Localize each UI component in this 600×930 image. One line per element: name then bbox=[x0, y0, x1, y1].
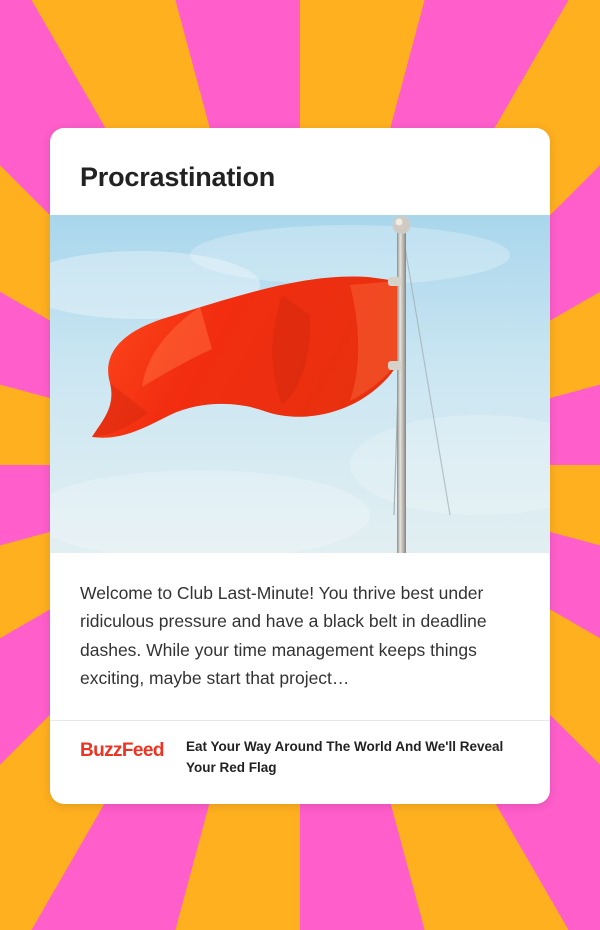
card-body bbox=[50, 553, 550, 720]
buzzfeed-wordmark: BuzzFeed bbox=[80, 740, 164, 762]
card-footer bbox=[50, 720, 550, 804]
buzzfeed-logo[interactable] bbox=[80, 737, 168, 760]
result-card bbox=[50, 128, 550, 804]
page-title: Procrastination bbox=[80, 162, 276, 192]
quiz-title-link[interactable]: Eat Your Way Around The World And We'll Reveal Your Red Flag bbox=[186, 739, 504, 775]
red-flag-image bbox=[50, 215, 550, 553]
result-description: Welcome to Club Last-Minute! You thrive best under ridiculous pressure and have a black belt in deadline dashes. While your time management keeps things exciting, maybe start that project… bbox=[80, 583, 487, 689]
